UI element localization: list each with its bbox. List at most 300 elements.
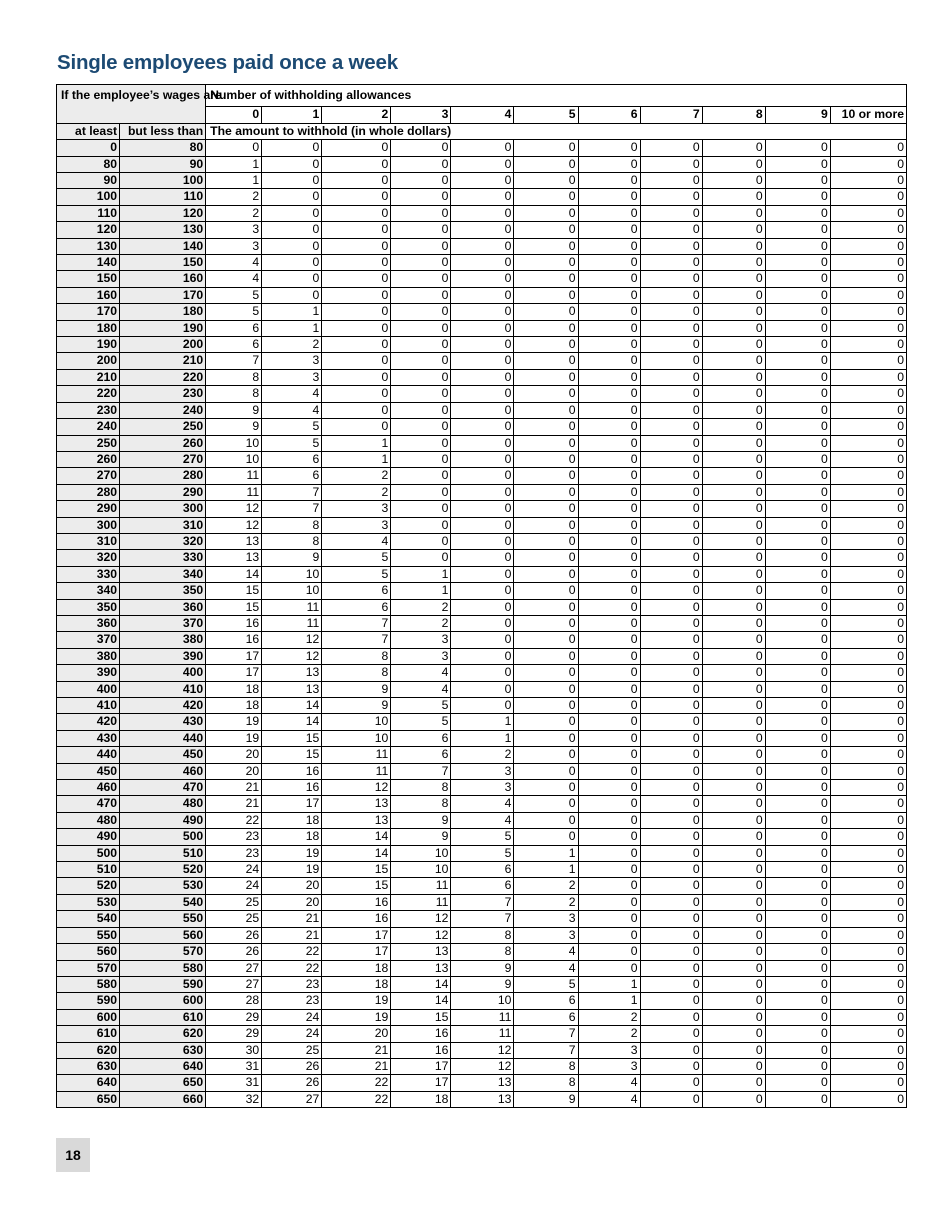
table-row	[57, 468, 907, 484]
withholding-amount-cell: 24	[262, 1026, 322, 1042]
table-row	[57, 386, 907, 402]
withholding-amount-cell: 2	[391, 599, 451, 615]
withholding-amount-cell: 31	[206, 1075, 262, 1091]
table-row	[57, 763, 907, 779]
withholding-amount-cell: 0	[702, 878, 765, 894]
withholding-amount-cell: 0	[578, 862, 640, 878]
withholding-amount-cell: 0	[765, 173, 830, 189]
withholding-amount-cell: 0	[391, 435, 451, 451]
withholding-amount-cell: 15	[322, 878, 391, 894]
table-row	[57, 1091, 907, 1107]
table-row	[57, 845, 907, 861]
withholding-amount-cell: 0	[451, 271, 514, 287]
withholding-amount-cell: 16	[206, 632, 262, 648]
wage-at-least-cell: 210	[57, 369, 120, 385]
withholding-amount-cell: 3	[451, 763, 514, 779]
withholding-amount-cell: 15	[262, 730, 322, 746]
wage-at-least-cell: 290	[57, 501, 120, 517]
wage-less-than-cell: 190	[120, 320, 206, 336]
withholding-amount-cell: 0	[702, 911, 765, 927]
withholding-amount-cell: 0	[578, 468, 640, 484]
withholding-amount-cell: 0	[451, 386, 514, 402]
withholding-amount-cell: 15	[206, 599, 262, 615]
withholding-amount-cell: 14	[262, 714, 322, 730]
withholding-amount-cell: 9	[206, 402, 262, 418]
allowances-header: Number of withholding allowances	[206, 85, 907, 107]
withholding-amount-cell: 0	[765, 337, 830, 353]
withholding-amount-cell: 0	[578, 648, 640, 664]
withholding-amount-cell: 0	[830, 501, 906, 517]
wage-less-than-cell: 120	[120, 205, 206, 221]
withholding-amount-cell: 0	[765, 156, 830, 172]
withholding-amount-cell: 0	[578, 615, 640, 631]
wage-less-than-cell: 270	[120, 451, 206, 467]
withholding-amount-cell: 27	[206, 976, 262, 992]
withholding-amount-cell: 9	[262, 550, 322, 566]
withholding-amount-cell: 0	[830, 369, 906, 385]
withholding-amount-cell: 0	[830, 780, 906, 796]
withholding-amount-cell: 11	[206, 468, 262, 484]
table-row	[57, 927, 907, 943]
withholding-amount-cell: 0	[830, 140, 906, 156]
withholding-amount-cell: 0	[765, 829, 830, 845]
withholding-amount-cell: 4	[206, 255, 262, 271]
wage-less-than-cell: 490	[120, 812, 206, 828]
withholding-amount-cell: 0	[451, 599, 514, 615]
withholding-amount-cell: 0	[262, 222, 322, 238]
but-less-than-header: but less than	[120, 123, 206, 139]
withholding-amount-cell: 17	[262, 796, 322, 812]
withholding-amount-cell: 16	[391, 1042, 451, 1058]
wage-at-least-cell: 140	[57, 255, 120, 271]
withholding-amount-cell: 0	[702, 976, 765, 992]
withholding-amount-cell: 9	[322, 698, 391, 714]
wage-at-least-cell: 430	[57, 730, 120, 746]
withholding-amount-cell: 0	[262, 140, 322, 156]
withholding-amount-cell: 0	[765, 320, 830, 336]
withholding-amount-cell: 0	[765, 763, 830, 779]
withholding-amount-cell: 0	[830, 911, 906, 927]
withholding-amount-cell: 0	[391, 238, 451, 254]
withholding-amount-cell: 13	[322, 796, 391, 812]
withholding-amount-cell: 0	[578, 320, 640, 336]
withholding-amount-cell: 0	[830, 599, 906, 615]
table-row	[57, 1026, 907, 1042]
withholding-amount-cell: 0	[830, 337, 906, 353]
withholding-amount-cell: 22	[262, 960, 322, 976]
wage-less-than-cell: 560	[120, 927, 206, 943]
withholding-amount-cell: 0	[640, 878, 702, 894]
wage-at-least-cell: 560	[57, 944, 120, 960]
wage-at-least-cell: 0	[57, 140, 120, 156]
withholding-amount-cell: 0	[640, 927, 702, 943]
withholding-amount-cell: 0	[765, 894, 830, 910]
table-row	[57, 222, 907, 238]
withholding-amount-cell: 6	[391, 730, 451, 746]
table-row	[57, 878, 907, 894]
table-row	[57, 747, 907, 763]
withholding-amount-cell: 8	[206, 369, 262, 385]
wage-at-least-cell: 310	[57, 533, 120, 549]
wages-header: If the employee’s wages are	[57, 85, 206, 124]
withholding-amount-cell: 12	[262, 632, 322, 648]
withholding-amount-cell: 17	[391, 1075, 451, 1091]
wage-less-than-cell: 360	[120, 599, 206, 615]
withholding-amount-cell: 0	[514, 730, 578, 746]
withholding-amount-cell: 9	[451, 960, 514, 976]
withholding-amount-cell: 0	[640, 829, 702, 845]
withholding-amount-cell: 0	[578, 632, 640, 648]
withholding-amount-cell: 0	[640, 255, 702, 271]
withholding-amount-cell: 5	[206, 287, 262, 303]
withholding-amount-cell: 0	[702, 255, 765, 271]
withholding-amount-cell: 0	[322, 173, 391, 189]
withholding-amount-cell: 0	[830, 287, 906, 303]
wage-less-than-cell: 630	[120, 1042, 206, 1058]
withholding-amount-cell: 0	[830, 976, 906, 992]
withholding-amount-cell: 0	[451, 698, 514, 714]
withholding-amount-cell: 0	[514, 173, 578, 189]
withholding-amount-cell: 0	[640, 714, 702, 730]
withholding-amount-cell: 0	[830, 1091, 906, 1107]
withholding-amount-cell: 20	[322, 1026, 391, 1042]
wage-less-than-cell: 250	[120, 419, 206, 435]
withholding-amount-cell: 0	[830, 632, 906, 648]
withholding-amount-cell: 0	[702, 763, 765, 779]
table-row	[57, 337, 907, 353]
withholding-amount-cell: 12	[391, 911, 451, 927]
wage-at-least-cell: 110	[57, 205, 120, 221]
withholding-amount-cell: 0	[830, 451, 906, 467]
wage-at-least-cell: 360	[57, 615, 120, 631]
withholding-amount-cell: 1	[578, 993, 640, 1009]
withholding-amount-cell: 0	[391, 337, 451, 353]
withholding-amount-cell: 0	[391, 271, 451, 287]
wage-less-than-cell: 230	[120, 386, 206, 402]
wage-less-than-cell: 410	[120, 681, 206, 697]
wage-at-least-cell: 270	[57, 468, 120, 484]
withholding-amount-cell: 0	[578, 304, 640, 320]
withholding-amount-cell: 0	[578, 796, 640, 812]
wage-less-than-cell: 300	[120, 501, 206, 517]
wage-less-than-cell: 660	[120, 1091, 206, 1107]
withholding-amount-cell: 0	[322, 287, 391, 303]
withholding-amount-cell: 10	[451, 993, 514, 1009]
withholding-amount-cell: 29	[206, 1026, 262, 1042]
wage-at-least-cell: 630	[57, 1058, 120, 1074]
withholding-amount-cell: 0	[640, 386, 702, 402]
withholding-amount-cell: 23	[262, 993, 322, 1009]
withholding-amount-cell: 0	[702, 714, 765, 730]
withholding-amount-cell: 0	[451, 419, 514, 435]
withholding-amount-cell: 7	[262, 484, 322, 500]
wage-less-than-cell: 620	[120, 1026, 206, 1042]
withholding-amount-cell: 8	[514, 1075, 578, 1091]
withholding-amount-cell: 0	[514, 780, 578, 796]
table-row	[57, 533, 907, 549]
allowance-column-header: 5	[514, 107, 578, 123]
withholding-amount-cell: 0	[702, 1026, 765, 1042]
wage-at-least-cell: 240	[57, 419, 120, 435]
withholding-amount-cell: 0	[765, 419, 830, 435]
table-row	[57, 730, 907, 746]
withholding-amount-cell: 0	[322, 156, 391, 172]
withholding-amount-cell: 3	[262, 353, 322, 369]
withholding-amount-cell: 0	[640, 960, 702, 976]
withholding-amount-cell: 0	[830, 583, 906, 599]
withholding-amount-cell: 0	[765, 944, 830, 960]
withholding-amount-cell: 3	[391, 632, 451, 648]
withholding-amount-cell: 0	[578, 255, 640, 271]
wage-less-than-cell: 280	[120, 468, 206, 484]
withholding-amount-cell: 0	[514, 484, 578, 500]
withholding-amount-cell: 4	[391, 681, 451, 697]
withholding-amount-cell: 22	[322, 1091, 391, 1107]
allowance-column-header: 9	[765, 107, 830, 123]
table-row	[57, 829, 907, 845]
withholding-amount-cell: 11	[322, 747, 391, 763]
withholding-amount-cell: 0	[640, 911, 702, 927]
withholding-amount-cell: 4	[578, 1091, 640, 1107]
withholding-amount-cell: 0	[765, 927, 830, 943]
withholding-amount-cell: 0	[640, 632, 702, 648]
withholding-amount-cell: 6	[322, 599, 391, 615]
withholding-amount-cell: 0	[640, 402, 702, 418]
wage-less-than-cell: 80	[120, 140, 206, 156]
withholding-amount-cell: 0	[262, 156, 322, 172]
wage-less-than-cell: 130	[120, 222, 206, 238]
withholding-amount-cell: 27	[262, 1091, 322, 1107]
withholding-amount-cell: 0	[514, 615, 578, 631]
withholding-amount-cell: 0	[765, 271, 830, 287]
withholding-amount-cell: 0	[322, 222, 391, 238]
table-row	[57, 271, 907, 287]
withholding-amount-cell: 0	[578, 205, 640, 221]
withholding-amount-cell: 0	[514, 747, 578, 763]
withholding-amount-cell: 0	[640, 993, 702, 1009]
withholding-amount-cell: 0	[322, 189, 391, 205]
table-row	[57, 484, 907, 500]
withholding-amount-cell: 0	[702, 517, 765, 533]
withholding-amount-cell: 10	[391, 862, 451, 878]
wage-less-than-cell: 370	[120, 615, 206, 631]
withholding-amount-cell: 0	[578, 698, 640, 714]
withholding-amount-cell: 0	[702, 222, 765, 238]
wage-less-than-cell: 530	[120, 878, 206, 894]
withholding-amount-cell: 0	[640, 1075, 702, 1091]
wage-less-than-cell: 110	[120, 189, 206, 205]
withholding-amount-cell: 0	[514, 566, 578, 582]
withholding-amount-cell: 0	[391, 222, 451, 238]
table-row	[57, 501, 907, 517]
withholding-amount-cell: 0	[578, 927, 640, 943]
withholding-amount-cell: 0	[640, 468, 702, 484]
withholding-amount-cell: 0	[514, 419, 578, 435]
withholding-amount-cell: 0	[765, 287, 830, 303]
withholding-amount-cell: 0	[765, 1009, 830, 1025]
withholding-amount-cell: 18	[262, 812, 322, 828]
wage-at-least-cell: 480	[57, 812, 120, 828]
wage-less-than-cell: 420	[120, 698, 206, 714]
withholding-amount-cell: 1	[391, 583, 451, 599]
wage-less-than-cell: 150	[120, 255, 206, 271]
withholding-amount-cell: 0	[640, 287, 702, 303]
withholding-amount-cell: 6	[451, 878, 514, 894]
withholding-amount-cell: 0	[262, 255, 322, 271]
withholding-amount-cell: 0	[451, 501, 514, 517]
wage-at-least-cell: 450	[57, 763, 120, 779]
wage-less-than-cell: 590	[120, 976, 206, 992]
withholding-amount-cell: 0	[578, 189, 640, 205]
withholding-amount-cell: 2	[578, 1026, 640, 1042]
withholding-amount-cell: 0	[514, 386, 578, 402]
wage-less-than-cell: 570	[120, 944, 206, 960]
wage-at-least-cell: 510	[57, 862, 120, 878]
withholding-amount-cell: 0	[830, 386, 906, 402]
withholding-amount-cell: 0	[451, 484, 514, 500]
withholding-amount-cell: 0	[578, 386, 640, 402]
wage-at-least-cell: 500	[57, 845, 120, 861]
withholding-amount-cell: 0	[702, 419, 765, 435]
withholding-amount-cell: 0	[640, 271, 702, 287]
withholding-amount-cell: 0	[640, 944, 702, 960]
withholding-amount-cell: 1	[514, 862, 578, 878]
withholding-amount-cell: 19	[262, 845, 322, 861]
withholding-amount-cell: 0	[765, 583, 830, 599]
withholding-amount-cell: 13	[322, 812, 391, 828]
withholding-amount-cell: 10	[322, 714, 391, 730]
wage-at-least-cell: 460	[57, 780, 120, 796]
wage-at-least-cell: 580	[57, 976, 120, 992]
withholding-amount-cell: 18	[262, 829, 322, 845]
withholding-amount-cell: 0	[451, 304, 514, 320]
table-row	[57, 796, 907, 812]
withholding-amount-cell: 0	[765, 222, 830, 238]
withholding-amount-cell: 0	[830, 238, 906, 254]
withholding-amount-cell: 0	[830, 829, 906, 845]
withholding-amount-cell: 18	[206, 698, 262, 714]
allowance-column-header: 0	[206, 107, 262, 123]
withholding-amount-cell: 0	[514, 698, 578, 714]
withholding-amount-cell: 5	[451, 829, 514, 845]
withholding-amount-cell: 27	[206, 960, 262, 976]
withholding-amount-cell: 0	[640, 796, 702, 812]
table-row	[57, 419, 907, 435]
withholding-amount-cell: 9	[206, 419, 262, 435]
withholding-amount-cell: 0	[514, 222, 578, 238]
withholding-amount-cell: 0	[765, 615, 830, 631]
table-row	[57, 976, 907, 992]
table-row	[57, 255, 907, 271]
withholding-amount-cell: 0	[578, 337, 640, 353]
table-body	[57, 140, 907, 1108]
wage-less-than-cell: 320	[120, 533, 206, 549]
withholding-amount-cell: 0	[830, 960, 906, 976]
withholding-amount-cell: 0	[640, 517, 702, 533]
withholding-amount-cell: 0	[765, 665, 830, 681]
wage-less-than-cell: 330	[120, 550, 206, 566]
withholding-amount-cell: 0	[391, 205, 451, 221]
withholding-amount-cell: 0	[451, 320, 514, 336]
wage-at-least-cell: 490	[57, 829, 120, 845]
withholding-amount-cell: 0	[640, 304, 702, 320]
withholding-amount-cell: 0	[514, 763, 578, 779]
withholding-amount-cell: 4	[451, 796, 514, 812]
withholding-amount-cell: 0	[702, 665, 765, 681]
withholding-amount-cell: 0	[391, 140, 451, 156]
withholding-amount-cell: 0	[702, 829, 765, 845]
withholding-amount-cell: 4	[262, 386, 322, 402]
withholding-amount-cell: 14	[322, 829, 391, 845]
withholding-amount-cell: 0	[640, 369, 702, 385]
withholding-amount-cell: 0	[765, 698, 830, 714]
withholding-amount-cell: 20	[262, 894, 322, 910]
withholding-amount-cell: 26	[206, 927, 262, 943]
withholding-amount-cell: 0	[391, 533, 451, 549]
withholding-amount-cell: 0	[830, 222, 906, 238]
at-least-header: at least	[57, 123, 120, 139]
withholding-amount-cell: 0	[702, 944, 765, 960]
withholding-amount-cell: 0	[391, 287, 451, 303]
withholding-amount-cell: 2	[391, 615, 451, 631]
withholding-amount-cell: 0	[702, 533, 765, 549]
withholding-amount-cell: 7	[451, 911, 514, 927]
withholding-amount-cell: 0	[830, 353, 906, 369]
withholding-amount-cell: 0	[322, 255, 391, 271]
withholding-amount-cell: 11	[451, 1026, 514, 1042]
withholding-amount-cell: 0	[765, 960, 830, 976]
withholding-amount-cell: 0	[514, 369, 578, 385]
wage-less-than-cell: 140	[120, 238, 206, 254]
table-row	[57, 369, 907, 385]
withholding-amount-cell: 4	[206, 271, 262, 287]
withholding-amount-cell: 0	[702, 484, 765, 500]
wage-less-than-cell: 430	[120, 714, 206, 730]
withholding-amount-cell: 0	[765, 550, 830, 566]
withholding-amount-cell: 18	[391, 1091, 451, 1107]
wage-at-least-cell: 440	[57, 747, 120, 763]
withholding-amount-cell: 12	[451, 1042, 514, 1058]
withholding-amount-cell: 0	[451, 156, 514, 172]
wage-at-least-cell: 350	[57, 599, 120, 615]
withholding-amount-cell: 0	[578, 763, 640, 779]
withholding-amount-cell: 11	[262, 599, 322, 615]
withholding-amount-cell: 21	[262, 927, 322, 943]
table-row	[57, 550, 907, 566]
withholding-amount-cell: 12	[451, 1058, 514, 1074]
withholding-amount-cell: 11	[262, 615, 322, 631]
withholding-amount-cell: 15	[206, 583, 262, 599]
withholding-amount-cell: 0	[702, 862, 765, 878]
withholding-amount-cell: 10	[262, 566, 322, 582]
withholding-amount-cell: 0	[702, 435, 765, 451]
withholding-amount-cell: 0	[640, 599, 702, 615]
withholding-amount-cell: 0	[702, 796, 765, 812]
wage-less-than-cell: 460	[120, 763, 206, 779]
withholding-amount-cell: 0	[322, 369, 391, 385]
withholding-amount-cell: 22	[262, 944, 322, 960]
wage-at-least-cell: 90	[57, 173, 120, 189]
withholding-amount-cell: 8	[262, 517, 322, 533]
withholding-amount-cell: 8	[206, 386, 262, 402]
withholding-amount-cell: 1	[322, 435, 391, 451]
wage-at-least-cell: 520	[57, 878, 120, 894]
withholding-amount-cell: 2	[206, 205, 262, 221]
withholding-amount-cell: 2	[514, 894, 578, 910]
wage-at-least-cell: 610	[57, 1026, 120, 1042]
withholding-amount-cell: 4	[262, 402, 322, 418]
withholding-amount-cell: 0	[578, 583, 640, 599]
